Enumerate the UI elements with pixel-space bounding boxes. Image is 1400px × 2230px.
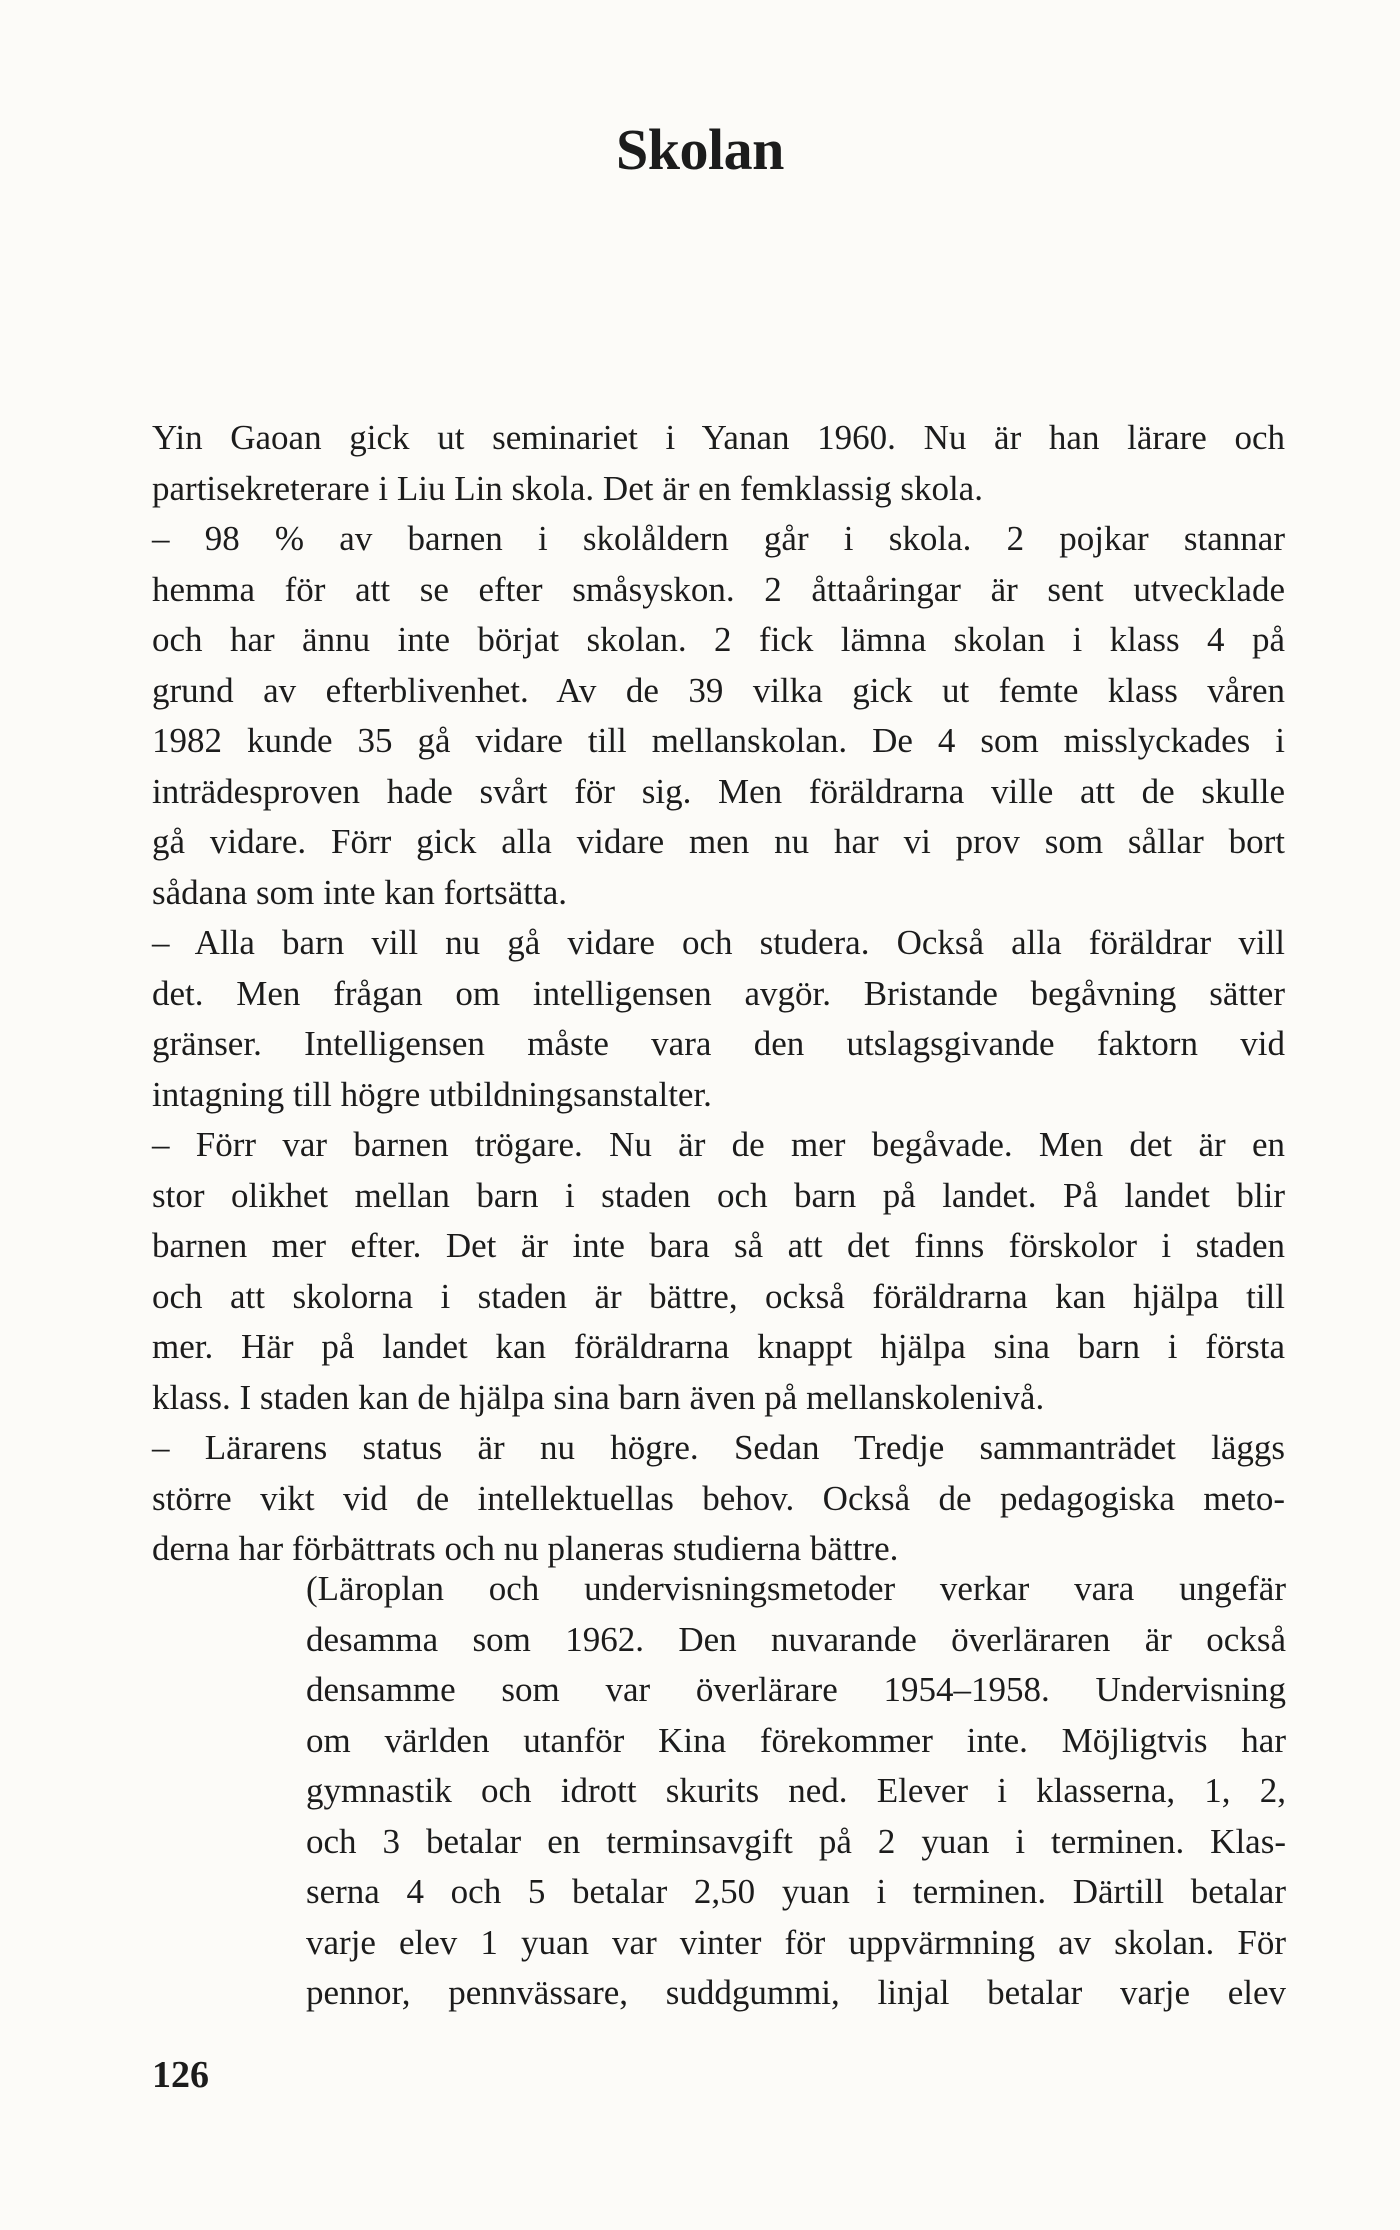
text-line: gymnastik och idrott skurits ned. Elever i klasserna, 1, 2, [306, 1771, 1286, 1810]
page-title: Skolan [616, 117, 784, 182]
text-line: inträdesproven hade svårt för sig. Men föräldrarna ville att de skulle [152, 771, 1285, 811]
text-line: hemma för att se efter småsyskon. 2 åttaåringar är sent utvecklade [152, 569, 1285, 609]
text-line: sådana som inte kan fortsätta. [152, 872, 568, 912]
text-line: grund av efterblivenhet. Av de 39 vilka gick ut femte klass våren [152, 670, 1285, 710]
text-line: (Läroplan och undervisningsmetoder verkar vara ungefär [306, 1569, 1286, 1608]
text-line: det. Men frågan om intelligensen avgör. Bristande begåvning sätter [152, 973, 1285, 1013]
indented-paragraph [306, 1564, 1286, 2019]
text-line: – Lärarens status är nu högre. Sedan Tredje sammanträdet läggs [152, 1428, 1285, 1467]
text-line: klass. I staden kan de hjälpa sina barn även på mellanskolenivå. [152, 1377, 1045, 1417]
text-line: – 98 % av barnen i skolåldern går i skola. 2 pojkar stannar [152, 519, 1285, 558]
text-line: varje elev 1 yuan var vinter för uppvärmning av skolan. För [306, 1922, 1286, 1962]
text-line: partisekreterare i Liu Lin skola. Det är en femklassig skola. [152, 468, 983, 508]
text-line: stor olikhet mellan barn i staden och barn på landet. På landet blir [152, 1175, 1285, 1215]
text-line: densamme som var överlärare 1954–1958. Undervisning [306, 1670, 1286, 1709]
text-line: och att skolorna i staden är bättre, också föräldrarna kan hjälpa till [152, 1276, 1285, 1316]
text-line: desamma som 1962. Den nuvarande överläraren är också [306, 1619, 1286, 1659]
text-line: pennor, pennvässare, suddgummi, linjal betalar varje elev [306, 1973, 1286, 2012]
text-line: och har ännu inte börjat skolan. 2 fick lämna skolan i klass 4 på [152, 620, 1285, 659]
text-line: mer. Här på landet kan föräldrarna knappt hjälpa sina barn i första [152, 1327, 1285, 1366]
main-text [152, 413, 1285, 1575]
text-line: intagning till högre utbildningsanstalter. [152, 1074, 712, 1114]
text-line: derna har förbättrats och nu planeras studierna bättre. [152, 1529, 899, 1568]
text-line: barnen mer efter. Det är inte bara så att det finns förskolor i staden [152, 1226, 1285, 1265]
page-number: 126 [152, 2054, 209, 2096]
text-line: gå vidare. Förr gick alla vidare men nu har vi prov som sållar bort [152, 822, 1285, 861]
text-line: större vikt vid de intellektuellas behov. Också de pedagogiska meto- [152, 1478, 1285, 1518]
text-line: – Alla barn vill nu gå vidare och studera. Också alla föräldrar vill [152, 923, 1285, 962]
text-line: – Förr var barnen trögare. Nu är de mer begåvade. Men det är en [152, 1125, 1285, 1164]
text-line: om världen utanför Kina förekommer inte. Möjligtvis har [306, 1720, 1286, 1760]
text-line: Yin Gaoan gick ut seminariet i Yanan 1960. Nu är han lärare och [152, 418, 1285, 457]
text-line: 1982 kunde 35 gå vidare till mellanskolan. De 4 som misslyckades i [152, 721, 1285, 760]
text-line: och 3 betalar en terminsavgift på 2 yuan i terminen. Klas- [306, 1821, 1286, 1861]
text-line: gränser. Intelligensen måste vara den utslagsgivande faktorn vid [152, 1024, 1285, 1063]
text-line: serna 4 och 5 betalar 2,50 yuan i terminen. Därtill betalar [306, 1872, 1286, 1911]
